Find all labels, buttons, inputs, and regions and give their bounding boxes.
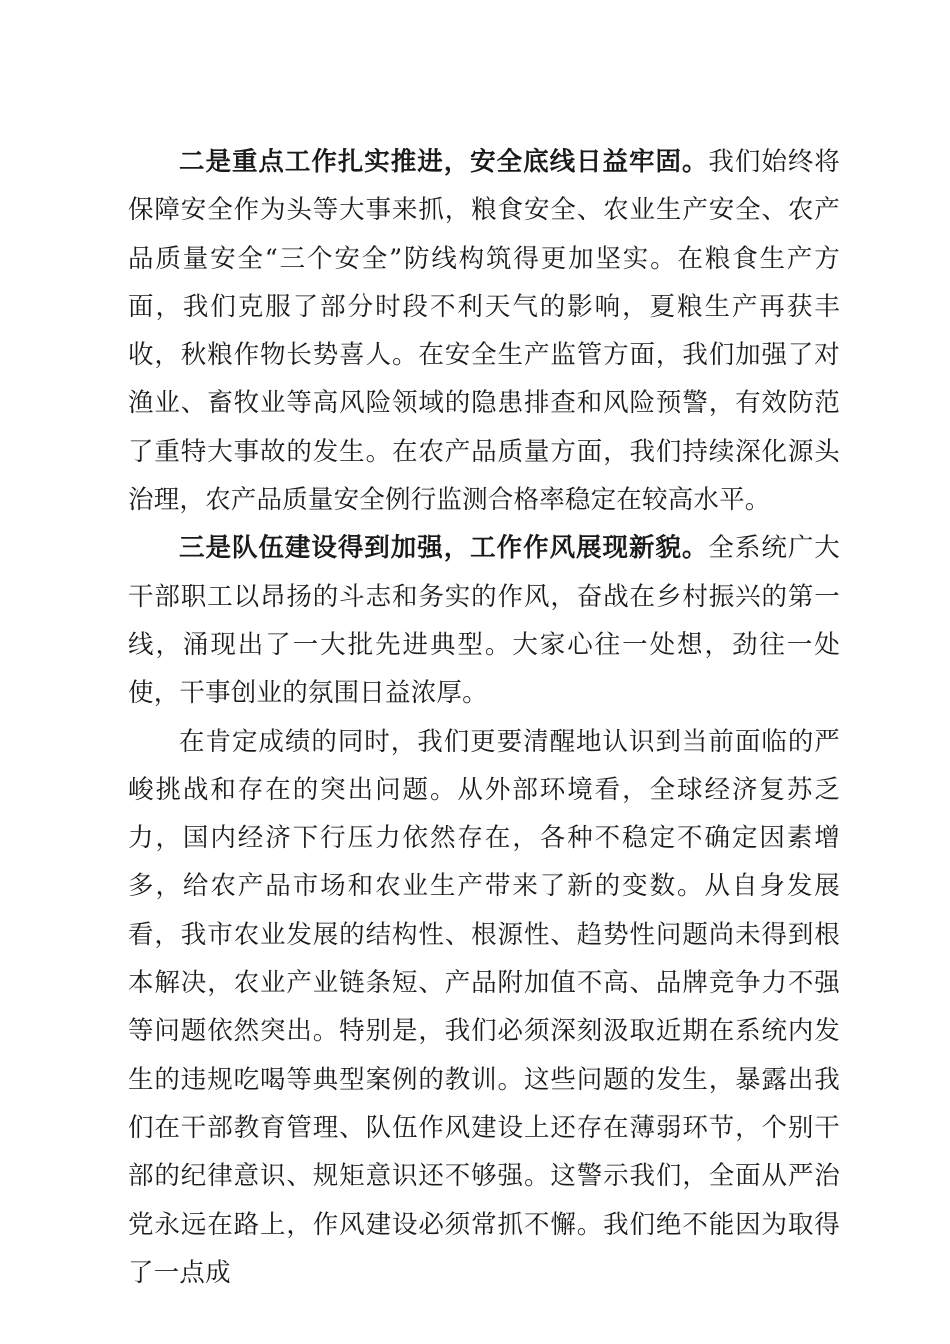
document-body	[128, 138, 840, 1297]
paragraph-lead: 二是重点工作扎实推进，安全底线日益牢固。	[179, 147, 709, 177]
paragraph-team-building	[128, 524, 840, 717]
paragraph-text: 我们始终将保障安全作为头等大事来抓，粮食安全、农业生产安全、农产品质量安全“三个安全”防线构筑得更加坚实。在粮食生产方面，我们克服了部分时段不利天气的影响，夏粮生产再获丰收，秋粮作物长势喜人。在安全生产监管方面，我们加强了对渔业、畜牧业等高风险领域的隐患排查和风险预警，有效防范了重特大事故的发生。在农产品质量方面，我们持续深化源头治理，农产品质量安全例行监测合格率稳定在较高水平。	[128, 147, 840, 516]
paragraph-key-work	[128, 138, 840, 524]
paragraph-challenges	[128, 718, 840, 1298]
paragraph-text: 全系统广大干部职工以昂扬的斗志和务实的作风，奋战在乡村振兴的第一线，涌现出了一大批先进典型。大家心往一处想，劲往一处使，干事创业的氛围日益浓厚。	[128, 533, 840, 709]
paragraph-lead: 三是队伍建设得到加强，工作作风展现新貌。	[179, 533, 709, 564]
paragraph-text: 在肯定成绩的同时，我们更要清醒地认识到当前面临的严峻挑战和存在的突出问题。从外部环境看，全球经济复苏乏力，国内经济下行压力依然存在，各种不稳定不确定因素增多，给农产品市场和农业生产带来了新的变数。从自身发展看，我市农业发展的结构性、根源性、趋势性问题尚未得到根本解决，农业产业链条短、产品附加值不高、品牌竞争力不强等问题依然突出。特别是，我们必须深刻汲取近期在系统内发生的违规吃喝等典型案例的教训。这些问题的发生，暴露出我们在干部教育管理、队伍作风建设上还存在薄弱环节，个别干部的纪律意识、规矩意识还不够强。这警示我们，全面从严治党永远在路上，作风建设必须常抓不懈。我们绝不能因为取得了一点成	[128, 726, 840, 1288]
